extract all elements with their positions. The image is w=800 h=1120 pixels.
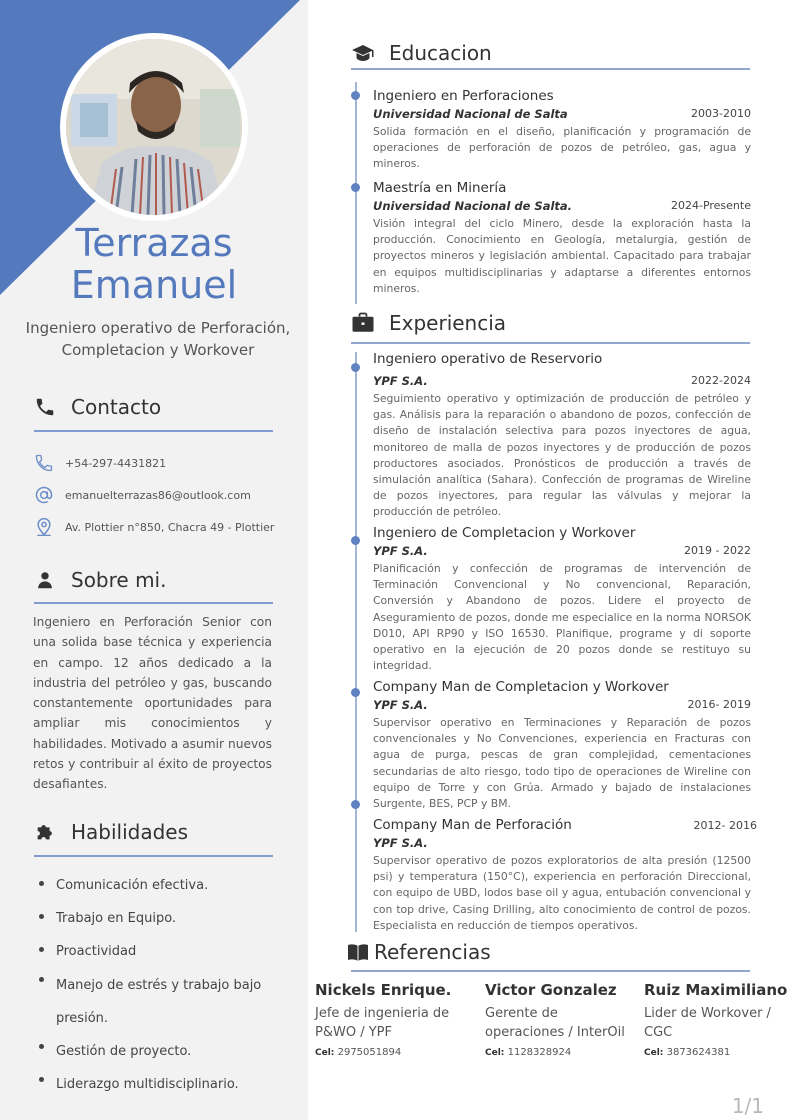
timeline-dot [351,688,360,697]
entry-title: Ingeniero en Perforaciones [373,88,554,104]
full-name [0,222,308,306]
timeline-dot [351,183,360,192]
education-entry [373,179,751,297]
job-role-line: Ingeniero operativo de Perforación, [25,319,291,337]
experience-entry [373,816,757,934]
phone-label: Cel: [485,1048,505,1058]
entry-description: Seguimiento operativo y optimización de producción de petróleo y gas. Análisis para la reparación o abandono de pozos, confección de diseño de instalación selectiva para pozos inyectores de agua, monitoreo de malla de pozos inyectores y de producción de pozos productores asociados. Pronósticos de producción a través de simulación analítica (Sahara). Confección de programas de Wireline de pozos inyectores, para regular las válvulas y mejorar la producción de petróleo. [373,392,751,519]
contact-address [34,516,304,538]
email-address: emanuelterrazas86@outlook.com [65,488,251,502]
phone-outline-icon [34,453,54,473]
puzzle-icon [34,821,56,843]
experience-heading [351,307,751,339]
reference-phone[interactable] [644,1047,794,1058]
divider [34,855,273,857]
entry-organization: Universidad Nacional de Salta. [373,199,573,213]
profile-photo [60,33,248,221]
entry-title: Company Man de Completacion y Workover [373,679,669,695]
references-heading-label: Referencias [374,940,491,964]
reference-name: Ruiz Maximiliano [644,981,788,999]
skill-item: Trabajo en Equipo. [38,906,288,939]
education-entry [373,87,751,173]
divider [34,430,273,432]
book-icon [346,941,370,963]
entry-organization: YPF S.A. [373,698,428,712]
timeline-dot [351,363,360,372]
entry-description: Visión integral del ciclo Minero, desde la exploración hasta la producción. Conocimiento en Geología, metalurgia, gestión de proyectos mineros y legislación ambiental. Capacitado para trabajar en equipos multidisciplinarias y adaptarse a diferentes entornos mineros. [373,217,751,295]
phone-icon [34,396,56,418]
experience-entry [373,678,751,812]
skill-item: Gestión de proyecto. [38,1036,288,1069]
entry-title: Company Man de Perforación [373,817,572,833]
entry-organization: YPF S.A. [373,836,428,850]
contact-phone[interactable] [34,452,304,474]
skill-item: Liderazgo multidisciplinario. [38,1069,288,1102]
contact-heading [34,391,274,423]
entry-dates: 2003-2010 [691,107,751,120]
reference-phone[interactable] [315,1047,475,1058]
entry-description: Planificación y confección de programas de intervención de Terminación Convencional y No convencional, Reparación, Conversión y Abandono de pozos. Lidere el proyecto de Aseguramiento de pozos, donde me especialice en la norma NORSOK D010, API RP90 y ISO 16530. Planifique, programe y di soporte operativo en la ejecución de 20 pozos donde se restituyo su integridad. [373,562,751,673]
skills-heading-label: Habilidades [71,820,189,844]
phone-label: Cel: [644,1048,664,1058]
entry-organization: YPF S.A. [373,544,428,558]
phone-value: 3873624381 [666,1047,731,1058]
entry-description: Supervisor operativo de pozos exploratorios de alta presión (12500 psi) y temperatura (150°C), experiencia en perforación Direccional, con equipo de UBD, lodos base oil y agua, entubación convencional y con top drive, Casing Drilling, alto conocimiento de control de pozos. Especialista en reducción de tiempos operativos. [373,854,751,932]
entry-title: Ingeniero operativo de Reservorio [373,351,603,367]
entry-dates: 2022-2024 [691,374,751,387]
timeline-dot [351,800,360,809]
divider [351,68,750,70]
map-pin-icon [34,517,54,537]
entry-dates: 2024-Presente [670,199,751,212]
experience-entry [373,350,751,521]
last-name: Emanuel [70,263,238,307]
skill-item: Manejo de estrés y trabajo bajo presión. [38,969,288,1036]
skill-item: Comunicación efectiva. [38,873,288,906]
job-role [8,317,308,361]
person-icon [34,569,56,591]
phone-label: Cel: [315,1048,335,1058]
reference-name: Nickels Enrique. [315,981,452,999]
briefcase-icon [351,312,375,334]
street-address: Av. Plottier n°850, Chacra 49 - Plottier [65,520,275,534]
reference-name: Victor Gonzalez [485,981,617,999]
skills-list [38,873,288,1102]
at-sign-icon [34,485,54,505]
sidebar [0,0,308,1120]
experience-entry [373,524,751,674]
phone-value: 2975051894 [337,1047,402,1058]
job-role-line: Completacion y Workover [61,341,255,359]
education-heading-label: Educacion [389,41,492,65]
experience-heading-label: Experiencia [389,311,507,335]
reference-card [315,981,475,1058]
reference-role: Lider de Workover / CGC [644,1006,771,1040]
divider [34,602,273,604]
reference-phone[interactable] [485,1047,635,1058]
entry-description: Solida formación en el diseño, planificación y programación de operaciones de perforación de pozos de petróleo, gas, agua y mineros. [373,125,751,171]
about-text: Ingeniero en Perforación Senior con una solida base técnica y experiencia en campo. 12 años dedicado a la industria del petróleo y gas, buscando constantemente oportunidades para ampliar mis conocimientos y habilidades. Motivado a asumir nuevos retos y contribuir al éxito de proyectos desafiantes. [33,615,272,792]
contact-heading-label: Contacto [71,395,162,419]
divider [351,342,750,344]
entry-organization: Universidad Nacional de Salta [373,107,568,121]
timeline-dot [351,536,360,545]
entry-dates: 2019 - 2022 [684,544,751,557]
entry-title: Maestría en Minería [373,180,507,196]
skills-heading [34,816,274,848]
timeline-dot [351,91,360,100]
experience-timeline [355,352,357,932]
reference-role: Gerente de operaciones / InterOil [485,1006,625,1040]
entry-dates: 2016- 2019 [687,698,751,711]
reference-card [485,981,635,1058]
graduation-cap-icon [351,42,375,64]
reference-role: Jefe de ingenieria de P&WO / YPF [315,1006,450,1040]
about-heading [34,564,274,596]
phone-number: +54-297-4431821 [65,456,167,470]
phone-value: 1128328924 [507,1047,572,1058]
page-number: 1/1 [731,1094,764,1118]
first-name: Terrazas [75,221,233,265]
divider [351,970,750,972]
reference-card [644,981,794,1058]
education-timeline [355,82,357,304]
entry-title: Ingeniero de Completacion y Workover [373,525,636,541]
about-heading-label: Sobre mi. [71,568,167,592]
skill-item: Proactividad [38,939,288,972]
education-heading [351,37,751,69]
references-heading [346,936,746,968]
entry-organization: YPF S.A. [373,374,428,388]
entry-description: Supervisor operativo en Terminaciones y Reparación de pozos convencionales y No Convenciones, experiencia en Fracturas con agua de purga, pescas de gran complejidad, cementaciones secundarias de alto riesgo, todo tipo de operaciones de Wireline con equipo de Torre y con Grúa. Armado y bajado de instalaciones Surgente, BES, PCP y BM. [373,716,751,811]
entry-dates: 2012- 2016 [693,819,757,832]
contact-email[interactable] [34,484,304,506]
